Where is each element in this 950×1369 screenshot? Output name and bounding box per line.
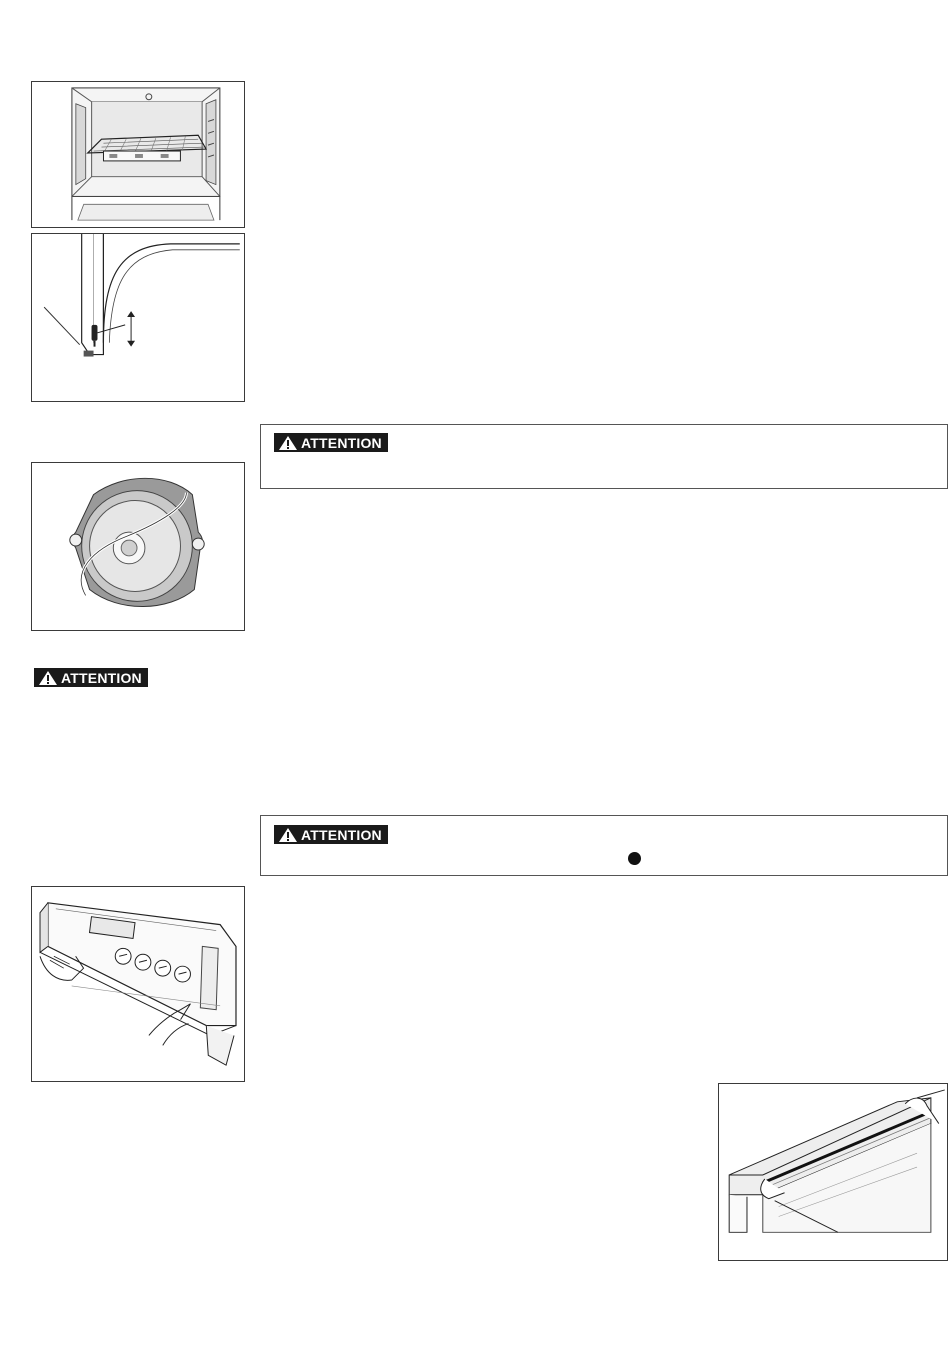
attention-badge-standalone xyxy=(34,668,148,687)
control-panel-drawing xyxy=(32,887,244,1081)
exclamation-triangle-icon xyxy=(278,435,298,451)
exclamation-triangle-icon xyxy=(278,827,298,843)
attention-label: ATTENTION xyxy=(301,826,382,843)
illustration-oven-light xyxy=(31,462,245,631)
attention-badge xyxy=(274,433,388,452)
illustration-oven-rack xyxy=(31,81,245,228)
door-trim-drawing xyxy=(719,1084,947,1260)
illustration-door-trim xyxy=(718,1083,948,1261)
attention-label: ATTENTION xyxy=(301,434,382,451)
oven-light-drawing xyxy=(32,463,244,630)
attention-box-2 xyxy=(260,815,948,876)
illustration-anti-tip-bracket xyxy=(31,233,245,402)
attention-badge xyxy=(274,825,388,844)
filled-circle-icon xyxy=(628,852,641,865)
anti-tip-bracket-drawing xyxy=(32,234,244,401)
attention-box-1 xyxy=(260,424,948,489)
exclamation-triangle-icon xyxy=(38,670,58,686)
illustration-control-panel xyxy=(31,886,245,1082)
attention-label: ATTENTION xyxy=(61,669,142,686)
oven-rack-drawing xyxy=(32,82,244,227)
